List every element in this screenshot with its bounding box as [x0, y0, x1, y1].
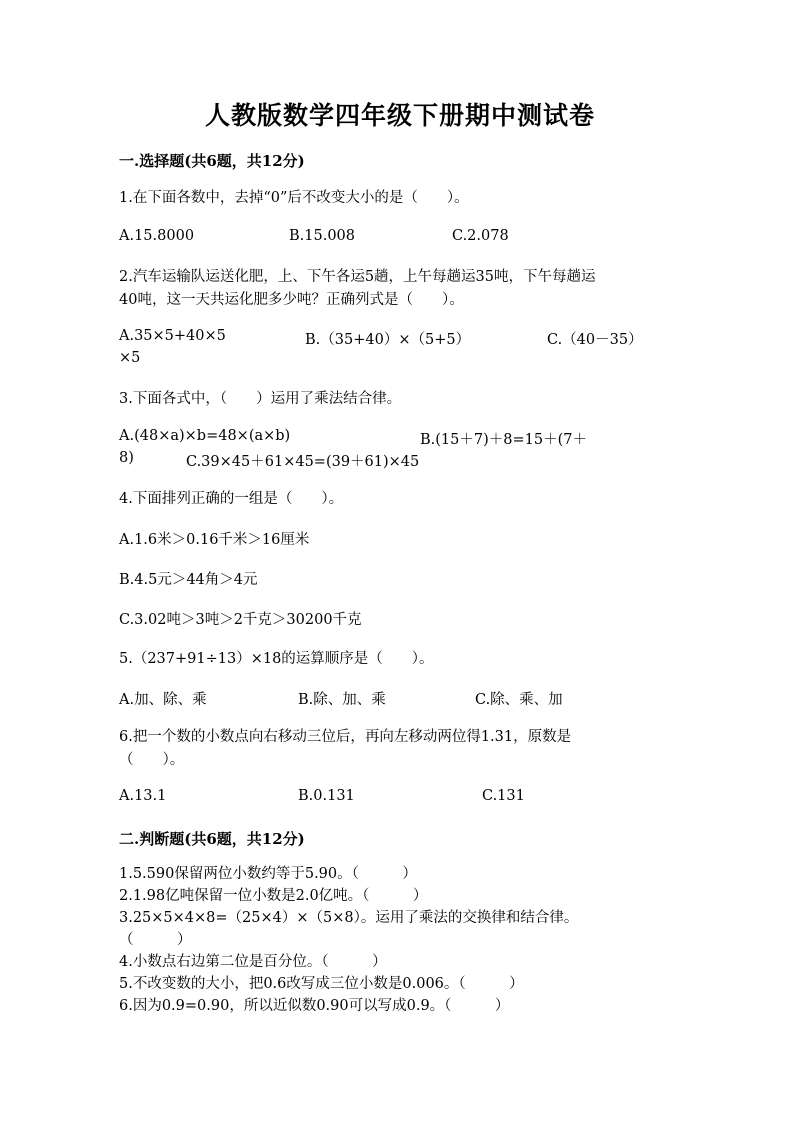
question-5-options [119, 688, 679, 710]
question-2-option-continuation [119, 350, 679, 372]
page-title: 人教版数学四年级下册期中测试卷 [204, 101, 595, 130]
question-2-options [119, 328, 679, 350]
option-a: A.15.8000 [119, 228, 195, 244]
option-a: A.35×5+40×5 [119, 328, 226, 344]
question-3-options [119, 428, 679, 450]
option-b: B.0.131 [298, 788, 355, 804]
question-5-stem: 5.（237+91÷13）×18的运算顺序是（ ）。 [119, 651, 434, 667]
question-2-stem-line1: 2.汽车运输队运送化肥，上、下午各运5趟，上午每趟运35吨，下午每趟运 [119, 269, 596, 285]
question-6-stem-line1: 6.把一个数的小数点向右移动三位后，再向左移动两位得1.31，原数是 [119, 729, 572, 745]
question-4-stem: 4.下面排列正确的一组是（ ）。 [119, 491, 344, 507]
question-3-options-line2 [119, 450, 679, 472]
option-b: B.15.008 [289, 228, 356, 244]
question-6-stem-line2: （ ）。 [119, 752, 185, 768]
option-c: C.39×45＋61×45=(39＋61)×45 [186, 454, 420, 470]
option-b: B.（35+40）×（5+5） [305, 332, 471, 348]
section-heading-choice: 一.选择题(共6题，共12分) [119, 152, 305, 170]
option-b-continued: 8) [119, 450, 134, 466]
question-4-option-b [119, 568, 679, 590]
section-heading-judgment: 二.判断题(共6题，共12分) [119, 830, 305, 848]
option-b: B.除、加、乘 [298, 692, 386, 708]
judgment-item-3-blank: （ ） [119, 932, 192, 948]
option-a: A.加、除、乘 [119, 692, 207, 708]
question-2-stem [119, 266, 679, 312]
judgment-item-3: 3.25×5×4×8=（25×4）×（5×8）。运用了乘法的交换律和结合律。 [119, 910, 579, 926]
option-c: C.131 [482, 788, 525, 804]
option-b: B.4.5元＞44角＞4元 [119, 572, 258, 588]
judgment-list [119, 863, 679, 1017]
option-c: C.（40－35） [547, 332, 643, 348]
judgment-item-2: 2.1.98亿吨保留一位小数是2.0亿吨。（ ） [119, 888, 428, 904]
option-c: C.除、乘、加 [475, 692, 563, 708]
question-4-option-a [119, 528, 679, 550]
question-1-stem: 1.在下面各数中，去掉“0”后不改变大小的是（ ）。 [119, 190, 469, 206]
question-1-options [119, 228, 679, 250]
question-6-stem [119, 726, 679, 772]
question-6-options [119, 788, 679, 810]
judgment-item-6: 6.因为0.9=0.90，所以近似数0.90可以写成0.9。（ ） [119, 998, 510, 1014]
option-a: A.(48×a)×b=48×(a×b) [119, 428, 291, 444]
option-a: A.1.6米＞0.16千米＞16厘米 [119, 532, 310, 548]
judgment-item-1: 1.5.590保留两位小数约等于5.90。（ ） [119, 866, 417, 882]
question-2-stem-line2: 40吨，这一天共运化肥多少吨？正确列式是（ ）。 [119, 292, 464, 308]
option-c-continued: ×5 [119, 350, 141, 366]
question-3-stem: 3.下面各式中，（ ）运用了乘法结合律。 [119, 391, 402, 407]
option-c: C.3.02吨＞3吨＞2千克＞30200千克 [119, 612, 362, 628]
option-a: A.13.1 [119, 788, 167, 804]
option-c: C.2.078 [452, 228, 509, 244]
judgment-item-5: 5.不改变数的大小，把0.6改写成三位小数是0.006。（ ） [119, 976, 524, 992]
option-b: B.(15＋7)＋8=15＋(7＋ [420, 432, 587, 448]
judgment-item-4: 4.小数点右边第二位是百分位。（ ） [119, 954, 387, 970]
question-4-option-c [119, 608, 679, 630]
